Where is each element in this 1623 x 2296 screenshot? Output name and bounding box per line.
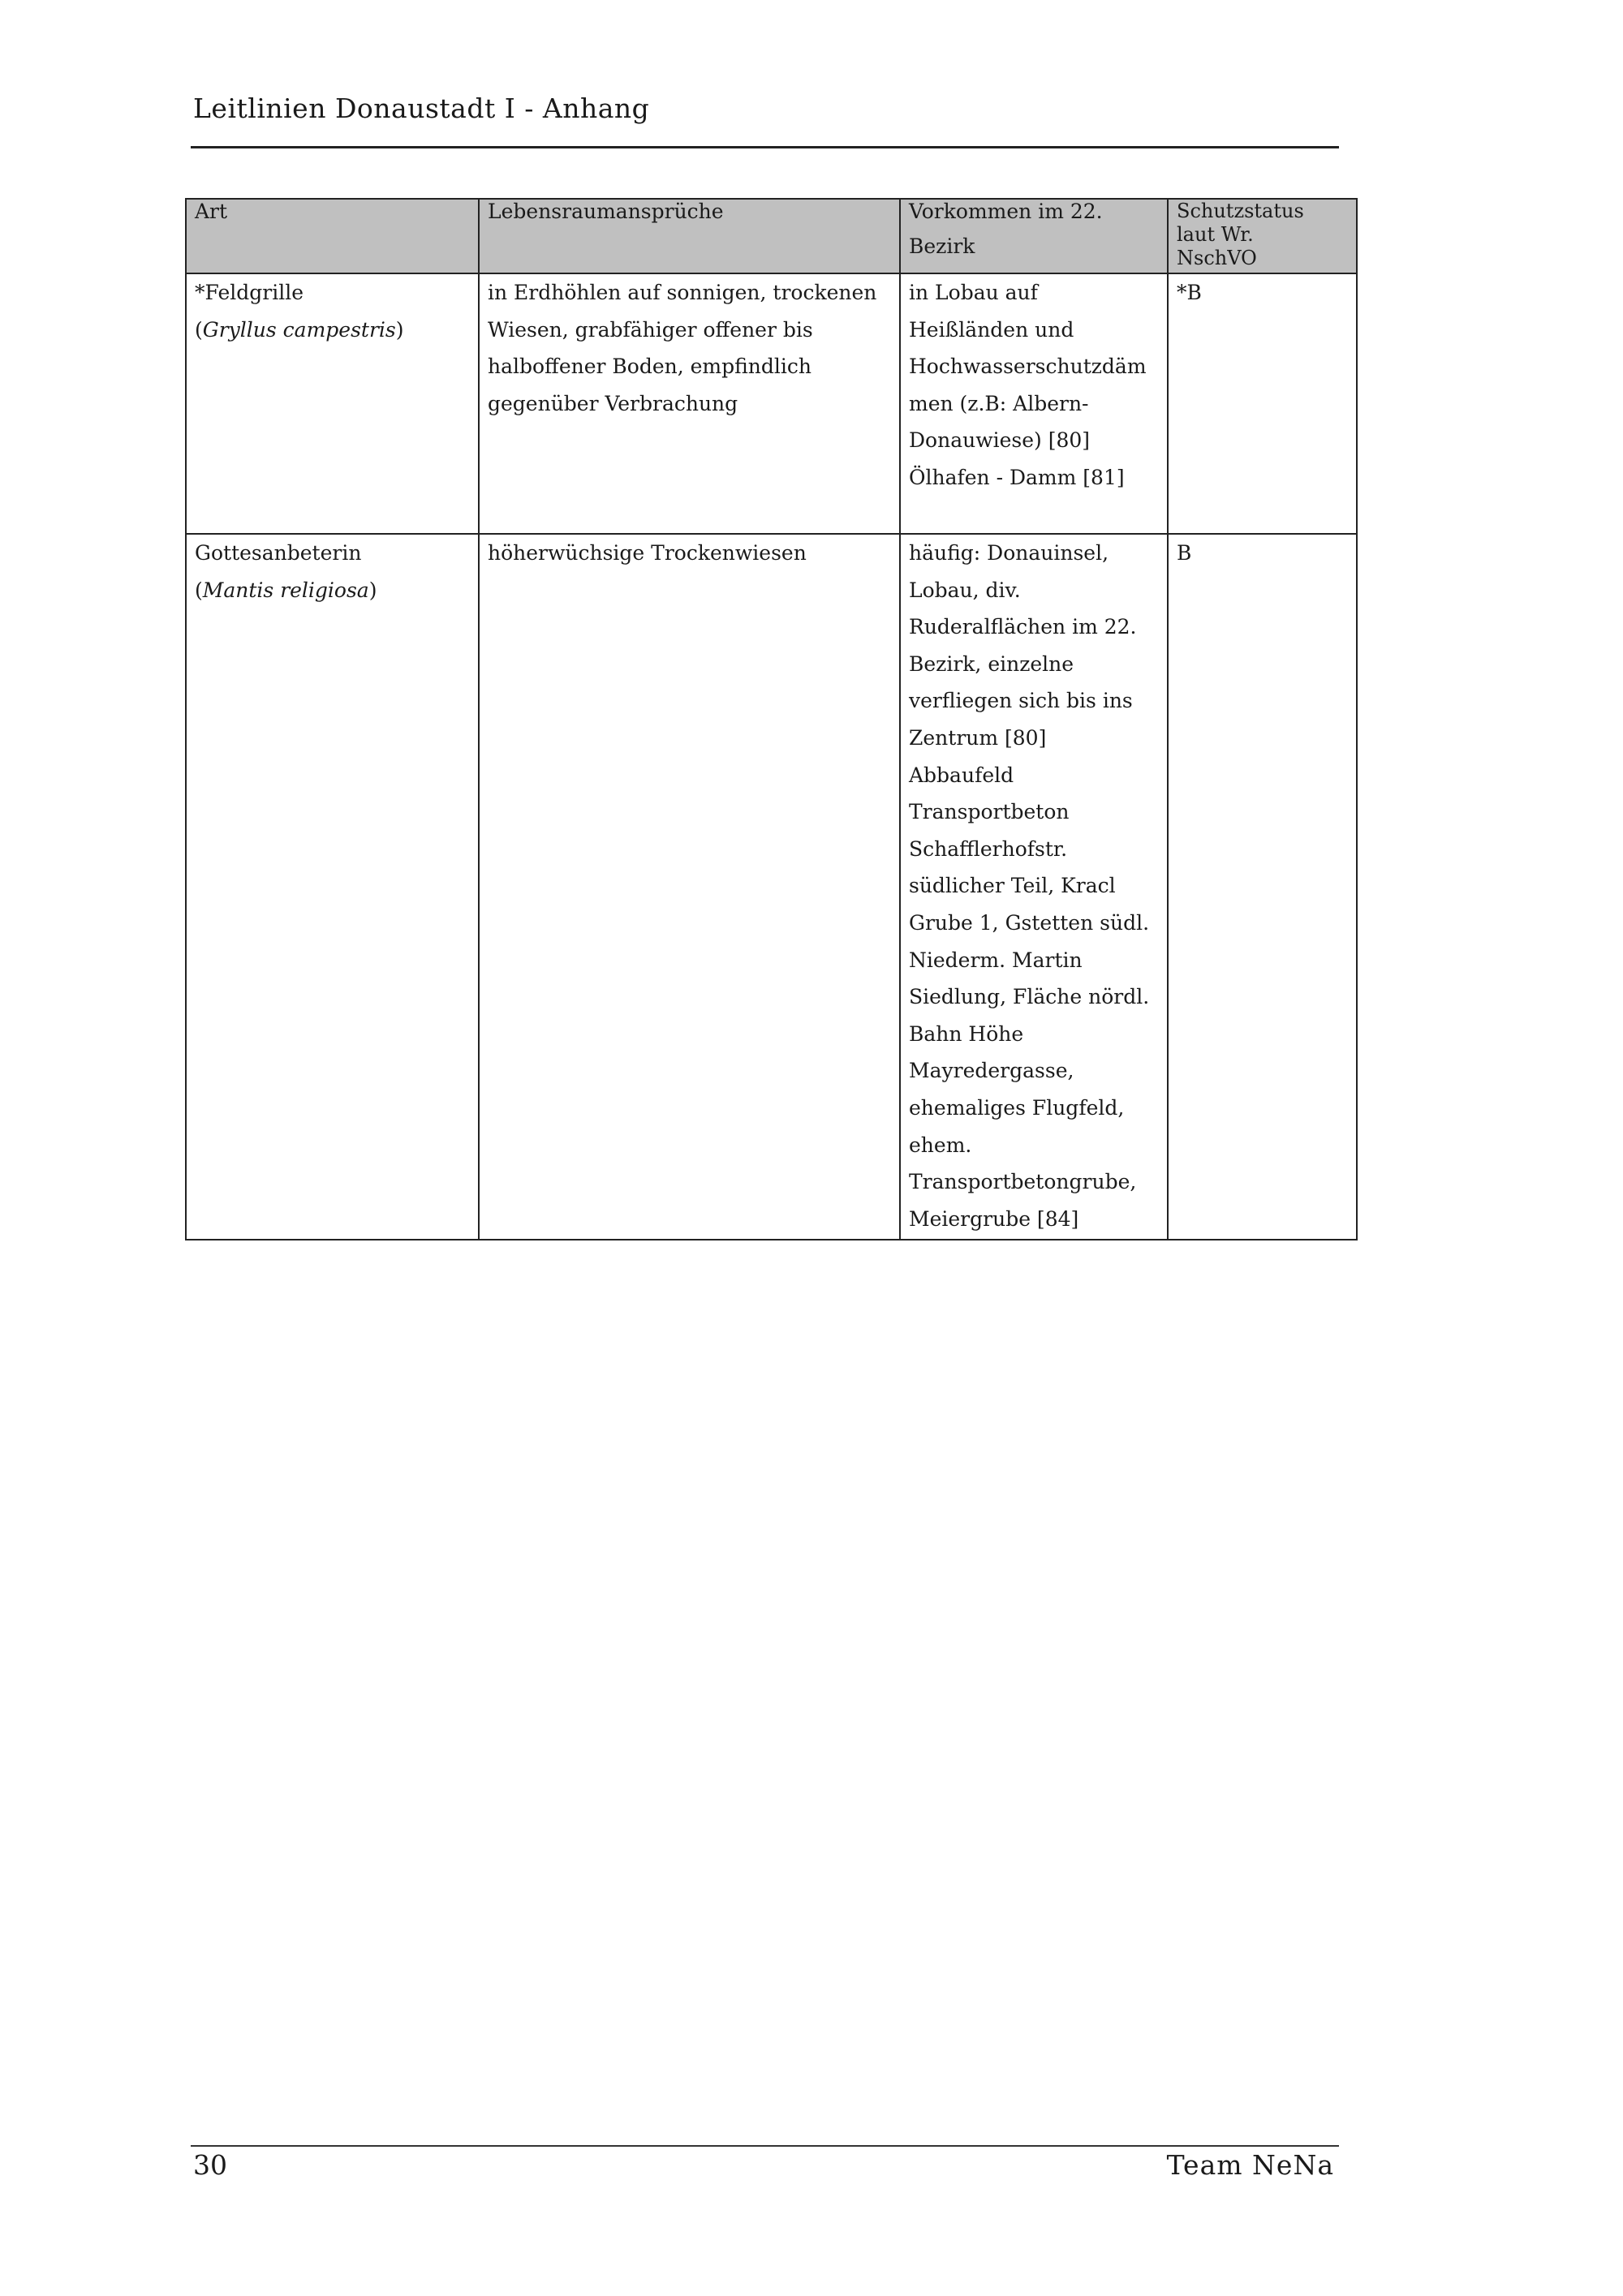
species-latin-name: Mantis religiosa: [202, 578, 369, 602]
footer-team: Team NeNa: [1166, 2149, 1334, 2181]
cell-lebensraum: in Erdhöhlen auf sonnigen, trockenen Wiesen, grabfähiger offener bis halboffener Boden, empfindlich gegenüber Verbrachung: [479, 273, 900, 534]
footer-divider: [191, 2145, 1339, 2147]
header-schutzstatus: Schutzstatus laut Wr. NschVO: [1168, 199, 1357, 273]
table-row: [186, 534, 1357, 1240]
species-name: *Feldgrille: [195, 281, 304, 304]
table-row: [186, 273, 1357, 534]
header-vorkommen: [900, 199, 1168, 273]
header-vorkommen-line1: Vorkommen im 22.: [909, 200, 1103, 223]
page-number: 30: [193, 2149, 227, 2181]
header-art: Art: [186, 199, 479, 273]
header-divider: [191, 146, 1339, 148]
cell-lebensraum: höherwüchsige Trockenwiesen: [479, 534, 900, 1240]
cell-vorkommen: in Lobau auf Heißländen und Hochwasserschutzdäm men (z.B: Albern- Donauwiese) [80] Ölhafen - Damm [81]: [900, 273, 1168, 534]
table-header-row: [186, 199, 1357, 273]
species-table: [185, 198, 1358, 1240]
cell-vorkommen: häufig: Donauinsel, Lobau, div. Ruderalflächen im 22. Bezirk, einzelne verfliegen sich bis ins Zentrum [80] Abbaufeld Transportbeton Schafflerhofstr. südlicher Teil, Kracl Grube 1, Gstetten südl. Niederm. Martin Siedlung, Fläche nördl. Bahn Höhe Mayredergasse, ehemaliges Flugfeld, ehem. Transportbetongrube, Meiergrube [84]: [900, 534, 1168, 1240]
page-header-title: Leitlinien Donaustadt I - Anhang: [193, 92, 650, 124]
species-name: Gottesanbeterin: [195, 541, 362, 565]
header-lebensraum: Lebensraumansprüche: [479, 199, 900, 273]
species-latin-name: Gryllus campestris: [202, 317, 396, 342]
cell-schutzstatus: B: [1168, 534, 1357, 1240]
header-vorkommen-line2: Bezirk: [909, 234, 975, 258]
cell-schutzstatus: *B: [1168, 273, 1357, 534]
cell-art: Gottesanbeterin (Mantis religiosa): [186, 534, 479, 1240]
cell-art: *Feldgrille (Gryllus campestris): [186, 273, 479, 534]
